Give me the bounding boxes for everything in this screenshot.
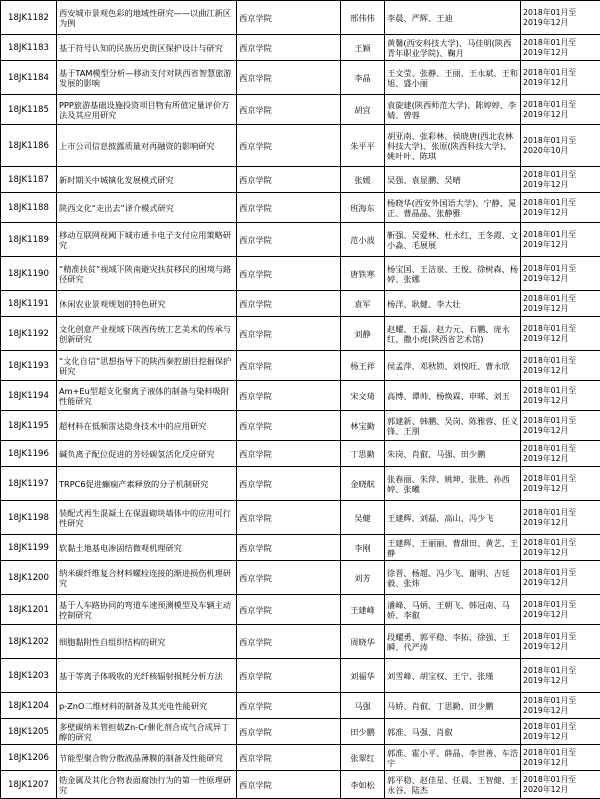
members-cell: 郭准、霍小平、薛晶、李世善、车浩宇 xyxy=(385,745,521,771)
organization-cell: 西京学院 xyxy=(237,1,341,35)
organization-cell: 西京学院 xyxy=(237,351,341,381)
project-id-cell: 18JK1185 xyxy=(1,95,57,125)
period-start: 2018年01月至 xyxy=(523,666,598,676)
table-row xyxy=(1,381,600,411)
period-start: 2018年01月至 xyxy=(523,324,598,334)
project-name-cell: PPP旅游基础设施投资项目物有所值定量评价方法及其应用研究 xyxy=(57,95,237,125)
table-row xyxy=(1,467,600,501)
period-start: 2018年01月至 xyxy=(523,198,598,208)
project-id-cell: 18JK1182 xyxy=(1,1,57,35)
period-cell xyxy=(521,291,600,317)
organization-cell: 西京学院 xyxy=(237,291,341,317)
project-name-cell: 细胞黏附性自组织结构的研究 xyxy=(57,625,237,659)
organization-cell: 西京学院 xyxy=(237,595,341,625)
project-id-cell: 18JK1187 xyxy=(1,167,57,193)
table-row xyxy=(1,771,600,799)
project-lead-cell: 田少鹏 xyxy=(341,719,385,745)
project-id-cell: 18JK1202 xyxy=(1,625,57,659)
period-end: 2019年12月 xyxy=(523,610,598,620)
period-start: 2018年01月至 xyxy=(523,356,598,366)
project-lead-cell: 金晓航 xyxy=(341,467,385,501)
organization-cell: 西京学院 xyxy=(237,535,341,561)
period-start: 2018年01月至 xyxy=(523,748,598,758)
period-cell xyxy=(521,351,600,381)
table-row xyxy=(1,625,600,659)
organization-cell: 西京学院 xyxy=(237,125,341,167)
table-row xyxy=(1,561,600,595)
project-lead-cell: 李如松 xyxy=(341,771,385,799)
period-end: 2019年12月 xyxy=(523,676,598,686)
table-row xyxy=(1,193,600,223)
period-start: 2018年01月至 xyxy=(523,568,598,578)
period-end: 2019年12月 xyxy=(523,548,598,558)
period-start: 2018年01月至 xyxy=(523,722,598,732)
project-id-cell: 18JK1192 xyxy=(1,317,57,351)
period-cell xyxy=(521,193,600,223)
project-id-cell: 18JK1205 xyxy=(1,719,57,745)
period-end: 2019年12月 xyxy=(523,78,598,88)
period-cell xyxy=(521,501,600,535)
period-cell xyxy=(521,35,600,61)
period-start: 2018年01月至 xyxy=(523,474,598,484)
period-cell xyxy=(521,659,600,693)
table-row xyxy=(1,745,600,771)
project-id-cell: 18JK1190 xyxy=(1,257,57,291)
project-id-cell: 18JK1198 xyxy=(1,501,57,535)
period-end: 2019年12月 xyxy=(523,110,598,120)
period-end: 2019年12月 xyxy=(523,484,598,494)
members-cell: 潘峰、马炳、王朝飞、韩冠南、马娇、李叡 xyxy=(385,595,521,625)
project-name-cell: 休闲农业景观规划的特色研究 xyxy=(57,291,237,317)
members-cell: 王建辉、刘磊、高山、冯少飞 xyxy=(385,501,521,535)
table-row xyxy=(1,125,600,167)
members-cell: 朱岗、肖叡、马强、田少鹏 xyxy=(385,441,521,467)
members-cell: 王文莹、张静、王丽、王永斌、王和旭、盛小丽 xyxy=(385,61,521,95)
period-end: 2019年12月 xyxy=(523,758,598,768)
period-end: 2019年12月 xyxy=(523,240,598,250)
period-start: 2018年01月至 xyxy=(523,444,598,454)
period-cell xyxy=(521,167,600,193)
project-name-cell: 多壁碳纳米管担载Zn-Cr催化剂合成气合成异丁醇的研究 xyxy=(57,719,237,745)
project-name-cell: 软黏土地基电渗固结微观机理研究 xyxy=(57,535,237,561)
period-end: 2019年12月 xyxy=(523,706,598,716)
period-cell xyxy=(521,1,600,35)
project-lead-cell: 张翠红 xyxy=(341,745,385,771)
period-start: 2018年01月至 xyxy=(523,100,598,110)
organization-cell: 西京学院 xyxy=(237,411,341,441)
period-cell xyxy=(521,411,600,441)
period-cell xyxy=(521,625,600,659)
organization-cell: 西京学院 xyxy=(237,35,341,61)
members-cell: 李晨、严辉、王迪 xyxy=(385,1,521,35)
members-cell: 杨宝国、王洁泉、王俊、徐树森、杨婷、张娜 xyxy=(385,257,521,291)
project-id-cell: 18JK1184 xyxy=(1,61,57,95)
project-lead-cell: 袁军 xyxy=(341,291,385,317)
organization-cell: 西京学院 xyxy=(237,625,341,659)
project-lead-cell: 王颖 xyxy=(341,35,385,61)
project-lead-cell: 王建峰 xyxy=(341,595,385,625)
project-lead-cell: 周晓华 xyxy=(341,625,385,659)
period-start: 2018年01月至 xyxy=(523,230,598,240)
period-cell xyxy=(521,441,600,467)
members-cell: 靳强、吴爱林、杜永红、王冬霞、文小淼、毛展展 xyxy=(385,223,521,257)
organization-cell: 西京学院 xyxy=(237,193,341,223)
period-end: 2019年12月 xyxy=(523,642,598,652)
table-row xyxy=(1,1,600,35)
members-cell: 刘雪峰、胡宝权、王宁、张瑾 xyxy=(385,659,521,693)
project-lead-cell: 林宝勤 xyxy=(341,411,385,441)
table-row xyxy=(1,95,600,125)
project-name-cell: 新时期关中城镇化发展模式研究 xyxy=(57,167,237,193)
project-name-cell: 基于TAM模型分析—移动支付对陕西省智慧旅游发展的影响 xyxy=(57,61,237,95)
project-name-cell: 基于符号认知的民族历史街区保护设计与研究 xyxy=(57,35,237,61)
project-name-cell: 陕西文化“走出去”译介模式研究 xyxy=(57,193,237,223)
project-id-cell: 18JK1207 xyxy=(1,771,57,799)
period-start: 2018年01月至 xyxy=(523,416,598,426)
project-name-cell: 锆金属及其化合物表面腐蚀行为的第一性原理研究 xyxy=(57,771,237,799)
table-row xyxy=(1,693,600,719)
period-end: 2019年12月 xyxy=(523,18,598,28)
project-lead-cell: 刘芳 xyxy=(341,561,385,595)
project-name-cell: 移动互联网视阈下城市通卡电子支付应用策略研究 xyxy=(57,223,237,257)
period-cell xyxy=(521,317,600,351)
organization-cell: 西京学院 xyxy=(237,659,341,693)
project-name-cell: “文化自信”思想指导下的陕西秦腔剧目挖掘保护研究 xyxy=(57,351,237,381)
period-end: 2019年12月 xyxy=(523,426,598,436)
project-lead-cell: 宋文琦 xyxy=(341,381,385,411)
organization-cell: 西京学院 xyxy=(237,719,341,745)
project-id-cell: 18JK1188 xyxy=(1,193,57,223)
organization-cell: 西京学院 xyxy=(237,381,341,411)
period-end: 2019年12月 xyxy=(523,274,598,284)
table-row xyxy=(1,351,600,381)
project-lead-cell: 刘静 xyxy=(341,317,385,351)
members-cell: 郭平稳、赵佳星、任晨、王智健、王永谷、陆杰 xyxy=(385,771,521,799)
project-name-cell: TRPC6促进癫痫产素释放的分子机制研究 xyxy=(57,467,237,501)
organization-cell: 西京学院 xyxy=(237,693,341,719)
table-row xyxy=(1,257,600,291)
organization-cell: 西京学院 xyxy=(237,441,341,467)
project-name-cell: 西安城市景观色彩的地域性研究——以曲江新区为例 xyxy=(57,1,237,35)
period-cell xyxy=(521,535,600,561)
period-cell xyxy=(521,61,600,95)
project-name-cell: 基于人车路协同的弯道车速预测模型及车辆主动控制研究 xyxy=(57,595,237,625)
project-lead-cell: 吴健 xyxy=(341,501,385,535)
project-lead-cell: 邢伟伟 xyxy=(341,1,385,35)
period-start: 2018年01月至 xyxy=(523,170,598,180)
organization-cell: 西京学院 xyxy=(237,167,341,193)
period-end: 2019年12月 xyxy=(523,732,598,742)
project-id-cell: 18JK1197 xyxy=(1,467,57,501)
organization-cell: 西京学院 xyxy=(237,61,341,95)
period-start: 2018年01月至 xyxy=(523,538,598,548)
project-lead-cell: 张媛 xyxy=(341,167,385,193)
period-end: 2019年12月 xyxy=(523,304,598,314)
members-cell: 段耀勇、郭平稳、李拓、徐强、王瞬、代严涛 xyxy=(385,625,521,659)
project-name-cell: 超材料在低频雷达隐身技术中的应用研究 xyxy=(57,411,237,441)
project-lead-cell: 朱平平 xyxy=(341,125,385,167)
period-end: 2020年10月 xyxy=(523,146,598,156)
project-name-cell: p-ZnO二维材料的制备及其光电性能研究 xyxy=(57,693,237,719)
project-id-cell: 18JK1196 xyxy=(1,441,57,467)
table-row xyxy=(1,291,600,317)
table-row xyxy=(1,659,600,693)
organization-cell: 西京学院 xyxy=(237,223,341,257)
organization-cell: 西京学院 xyxy=(237,745,341,771)
project-lead-cell: 唐铁寒 xyxy=(341,257,385,291)
project-name-cell: 上市公司信息披露质量对再融资的影响研究 xyxy=(57,125,237,167)
project-lead-cell: 班海东 xyxy=(341,193,385,223)
project-id-cell: 18JK1193 xyxy=(1,351,57,381)
period-end: 2019年12月 xyxy=(523,518,598,528)
project-name-cell: 纳米碳纤维复合材料螺栓连接的渐进损伤机理研究 xyxy=(57,561,237,595)
organization-cell: 西京学院 xyxy=(237,257,341,291)
members-cell: 高博、谭帅、杨焕霖、申晞、刘玉 xyxy=(385,381,521,411)
project-id-cell: 18JK1200 xyxy=(1,561,57,595)
members-cell: 马娇、肖叡、丁思勤、田少鹏 xyxy=(385,693,521,719)
project-lead-cell: 刘福华 xyxy=(341,659,385,693)
table-row xyxy=(1,61,600,95)
period-start: 2018年01月至 xyxy=(523,8,598,18)
project-id-cell: 18JK1194 xyxy=(1,381,57,411)
period-cell xyxy=(521,95,600,125)
members-cell: 吴强、袁显鹏、吴晴 xyxy=(385,167,521,193)
project-lead-cell: 李晶 xyxy=(341,61,385,95)
members-cell: 郭准、马强、肖叡 xyxy=(385,719,521,745)
organization-cell: 西京学院 xyxy=(237,561,341,595)
project-lead-cell: 马强 xyxy=(341,693,385,719)
period-cell xyxy=(521,381,600,411)
table-row xyxy=(1,35,600,61)
organization-cell: 西京学院 xyxy=(237,95,341,125)
period-cell xyxy=(521,467,600,501)
project-name-cell: Am+Eu型超支化聚离子液体的制备与染料吸附性能研究 xyxy=(57,381,237,411)
period-end: 2019年12月 xyxy=(523,48,598,58)
project-id-cell: 18JK1203 xyxy=(1,659,57,693)
members-cell: 杨洋、耿健、李大壮 xyxy=(385,291,521,317)
table-row xyxy=(1,719,600,745)
table-row xyxy=(1,223,600,257)
period-cell xyxy=(521,693,600,719)
period-start: 2018年01月至 xyxy=(523,264,598,274)
project-name-cell: 碱负离子配位促进的芳烃碳氢活化反应研究 xyxy=(57,441,237,467)
members-cell: 袁旋建(陕西师范大学)、陈婷婷、李婧、曾蓉 xyxy=(385,95,521,125)
organization-cell: 西京学院 xyxy=(237,771,341,799)
table-row xyxy=(1,411,600,441)
period-start: 2018年01月至 xyxy=(523,632,598,642)
table-row xyxy=(1,535,600,561)
table-row xyxy=(1,317,600,351)
project-lead-cell: 丁思勤 xyxy=(341,441,385,467)
period-end: 2019年12月 xyxy=(523,208,598,218)
project-id-cell: 18JK1199 xyxy=(1,535,57,561)
period-cell xyxy=(521,595,600,625)
period-end: 2019年12月 xyxy=(523,396,598,406)
project-lead-cell: 李刚 xyxy=(341,535,385,561)
period-cell xyxy=(521,719,600,745)
members-cell: 赵耀、王磊、赵力元、石鹏、庞永红、撒小虎(陕西省艺术馆) xyxy=(385,317,521,351)
project-table-body xyxy=(1,1,600,799)
period-cell xyxy=(521,561,600,595)
period-end: 2019年12月 xyxy=(523,454,598,464)
project-lead-cell: 范小波 xyxy=(341,223,385,257)
period-end: 2019年12月 xyxy=(523,366,598,376)
project-name-cell: 节能型聚合物分散液晶薄膜的制备及性能研究 xyxy=(57,745,237,771)
period-end: 2020年12月 xyxy=(523,785,598,795)
members-cell: 王建辉、王丽丽、曹甜田、黄艺、王静 xyxy=(385,535,521,561)
period-cell xyxy=(521,257,600,291)
period-start: 2018年01月至 xyxy=(523,600,598,610)
members-cell: 徐晋、杨超、冯少飞、谢明、吉廷毅、张炜 xyxy=(385,561,521,595)
members-cell: 郭建新、韩鹏、吴岗、陈雅蓉、任义锋、王朋 xyxy=(385,411,521,441)
members-cell: 侯孟萍、邓秋锁、刘悦旺、曹永欣 xyxy=(385,351,521,381)
project-name-cell: 装配式再生混凝土在保温砌块墙体中的应用可行性研究 xyxy=(57,501,237,535)
period-end: 2019年12月 xyxy=(523,334,598,344)
members-cell: 黄馨(西安科技大学)、马佳明(陕西青年职业学院)、鞠月 xyxy=(385,35,521,61)
project-lead-cell: 胡宜 xyxy=(341,95,385,125)
members-cell: 张春丽、朱萍、姚坤、张胜、孙西婷、张曦 xyxy=(385,467,521,501)
period-cell xyxy=(521,745,600,771)
period-start: 2018年01月至 xyxy=(523,508,598,518)
project-id-cell: 18JK1195 xyxy=(1,411,57,441)
project-id-cell: 18JK1204 xyxy=(1,693,57,719)
period-cell xyxy=(521,125,600,167)
project-id-cell: 18JK1206 xyxy=(1,745,57,771)
period-end: 2019年12月 xyxy=(523,578,598,588)
period-start: 2018年01月至 xyxy=(523,38,598,48)
period-start: 2018年01月至 xyxy=(523,294,598,304)
project-name-cell: “精准扶贫”视域下陕南避灾扶贫移民的困境与路径研究 xyxy=(57,257,237,291)
project-name-cell: 基于等离子体吸收的光纤核辐射损耗分析方法 xyxy=(57,659,237,693)
table-row xyxy=(1,501,600,535)
table-row xyxy=(1,167,600,193)
project-name-cell: 文化创意产业视域下陕西传统工艺美术的传承与创新研究 xyxy=(57,317,237,351)
table-row xyxy=(1,441,600,467)
period-start: 2018年01月至 xyxy=(523,136,598,146)
organization-cell: 西京学院 xyxy=(237,467,341,501)
project-id-cell: 18JK1189 xyxy=(1,223,57,257)
project-id-cell: 18JK1186 xyxy=(1,125,57,167)
period-start: 2018年01月至 xyxy=(523,696,598,706)
period-cell xyxy=(521,223,600,257)
period-start: 2018年01月至 xyxy=(523,68,598,78)
project-lead-cell: 杨王祥 xyxy=(341,351,385,381)
project-id-cell: 18JK1191 xyxy=(1,291,57,317)
project-id-cell: 18JK1201 xyxy=(1,595,57,625)
period-end: 2019年12月 xyxy=(523,180,598,190)
project-id-cell: 18JK1183 xyxy=(1,35,57,61)
table-row xyxy=(1,595,600,625)
period-start: 2018年01月至 xyxy=(523,775,598,785)
period-cell xyxy=(521,771,600,799)
period-start: 2018年01月至 xyxy=(523,386,598,396)
organization-cell: 西京学院 xyxy=(237,317,341,351)
members-cell: 杨晓华(西安外国语大学)、宁静、晁正、曹晶晶、张静雅 xyxy=(385,193,521,223)
members-cell: 胡亚南、张彩林、侯晓唐(西北农林科技大学)、张原(陕西科技大学)、姚叶叶、陈琪 xyxy=(385,125,521,167)
organization-cell: 西京学院 xyxy=(237,501,341,535)
